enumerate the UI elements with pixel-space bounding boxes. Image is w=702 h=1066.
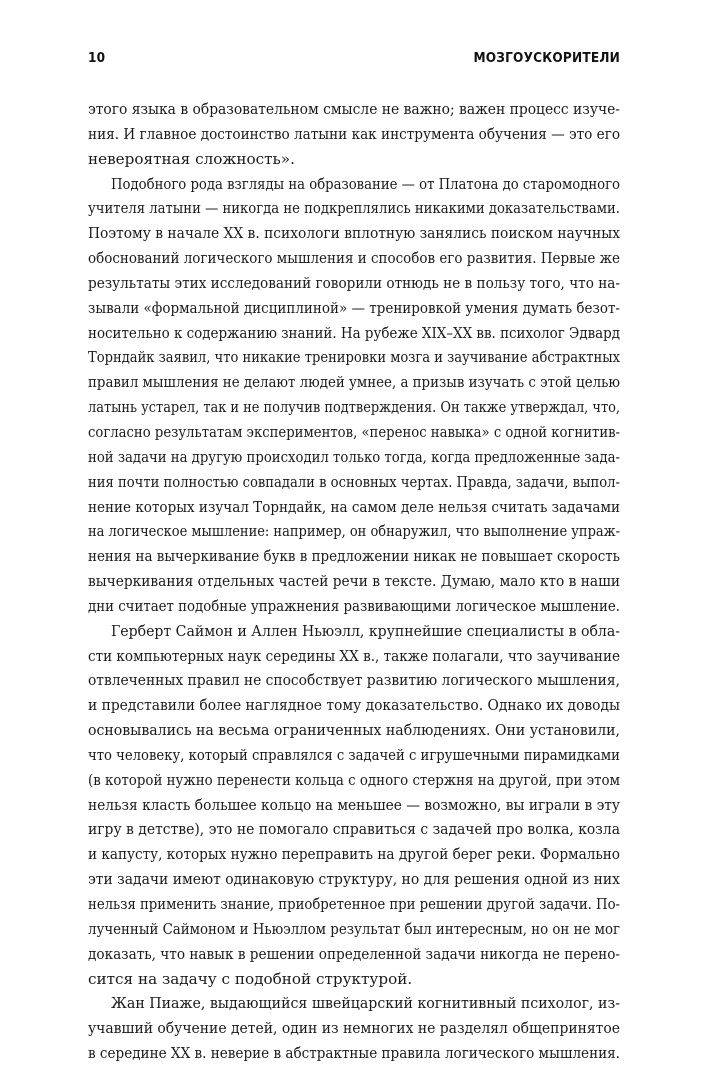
text-line: Поэтому в начале XX в. психологи вплотную занялись поиском научных (88, 224, 621, 243)
text-line: в середине XX в. неверие в абстрактные правила логического мышления. (88, 1044, 620, 1063)
text-line: игру в детстве), это не помогало справиться с задачей про волка, козла (88, 820, 620, 839)
text-line: и представили более наглядное тому доказательство. Однако их доводы (88, 696, 621, 715)
body-text (88, 97, 620, 1066)
text-line: что человеку, который справлялся с задачей с игрушечными пирамидками (88, 745, 620, 764)
text-line: обоснований логического мышления и способов его развития. Первые же (88, 249, 620, 268)
page-header (88, 50, 620, 70)
text-line: этого языка в образовательном смысле не важно; важен процесс изуче- (88, 100, 620, 118)
text-line: основывались на весьма ограниченных наблюдениях. Они установили, (88, 721, 621, 740)
text-line: и капусту, которых нужно переправить на другой берег реки. Формально (88, 845, 620, 864)
paragraph-first-line: Герберт Саймон и Аллен Ньюэлл, крупнейшие специалисты в обла- (111, 621, 620, 640)
text-line: сти компьютерных наук середины XX в., также полагали, что заучивание (88, 646, 621, 665)
text-line: правил мышления не делают людей умнее, а призыв изучать с этой целью (88, 373, 620, 392)
text-line: носительно к содержанию знаний. На рубеже XIX–XX вв. психолог Эдвард (88, 323, 621, 342)
paragraph-first-line: Жан Пиаже, выдающийся швейцарский когнитивный психолог, из- (111, 994, 620, 1013)
text-line: нения на вычеркивание букв в предложении никак не повышает скорость (88, 547, 620, 566)
paragraph-first-line: Подобного рода взгляды на образование — от Платона до старомодного (111, 174, 621, 193)
text-line: нение которых изучал Торндайк, на самом деле нельзя считать задачами (88, 497, 621, 516)
text-line: доказать, что навык в решении определенной задачи никогда не перено- (88, 944, 621, 963)
text-line: сится на задачу с подобной структурой. (88, 969, 413, 988)
text-line: нельзя класть большее кольцо на меньшее — возможно, вы играли в эту (88, 795, 620, 814)
text-line: латынь устарел, так и не получив подтверждения. Он также утверждал, что, (88, 398, 621, 417)
page-number: 10 (88, 50, 106, 66)
text-line: Торндайк заявил, что никакие тренировки мозга и заучивание абстрактных (88, 348, 621, 367)
text-line: ния почти полностью совпадали в основных чертах. Правда, задачи, выпол- (88, 472, 620, 491)
text-line: ния. И главное достоинство латыни как инструмента обучения — это его (88, 124, 621, 143)
text-line: вычеркивания отдельных частей речи в тексте. Думаю, мало кто в наши (88, 572, 621, 591)
text-line: учителя латыни — никогда не подкреплялись никакими доказательствами. (88, 199, 620, 218)
text-line: лученный Саймоном и Ньюэллом результат был интересным, но он не мог (88, 919, 620, 938)
text-line: эти задачи имеют одинаковую структуру, но для решения одной из них (88, 870, 621, 889)
text-line: нельзя применить знание, приобретенное при решении другой задачи. По- (88, 895, 621, 913)
running-title: МОЗГОУСКОРИТЕЛИ (473, 50, 620, 66)
text-line: на логическое мышление: например, он обнаружил, что выполнение упраж- (88, 522, 621, 541)
text-line: учавший обучение детей, один из немногих не разделял общепринятое (88, 1019, 620, 1038)
text-line: отвлеченных правил не способствует развитию логического мышления, (88, 671, 620, 690)
text-line: (в которой нужно перенести кольца с одного стержня на другой, при этом (88, 770, 620, 789)
text-line: результаты этих исследований говорили отнюдь не в пользу того, что на- (88, 273, 620, 292)
text-line: невероятная сложность». (88, 149, 295, 168)
text-line: согласно результатам экспериментов, «перенос навыка» с одной когнитив- (88, 422, 621, 441)
text-line: ной задачи на другую происходил только тогда, когда предложенные зада- (88, 447, 621, 466)
text-line: зывали «формальной дисциплиной» — тренировкой умения думать безот- (88, 298, 620, 317)
text-line: дни считает подобные упражнения развивающими логическое мышление. (88, 596, 621, 615)
